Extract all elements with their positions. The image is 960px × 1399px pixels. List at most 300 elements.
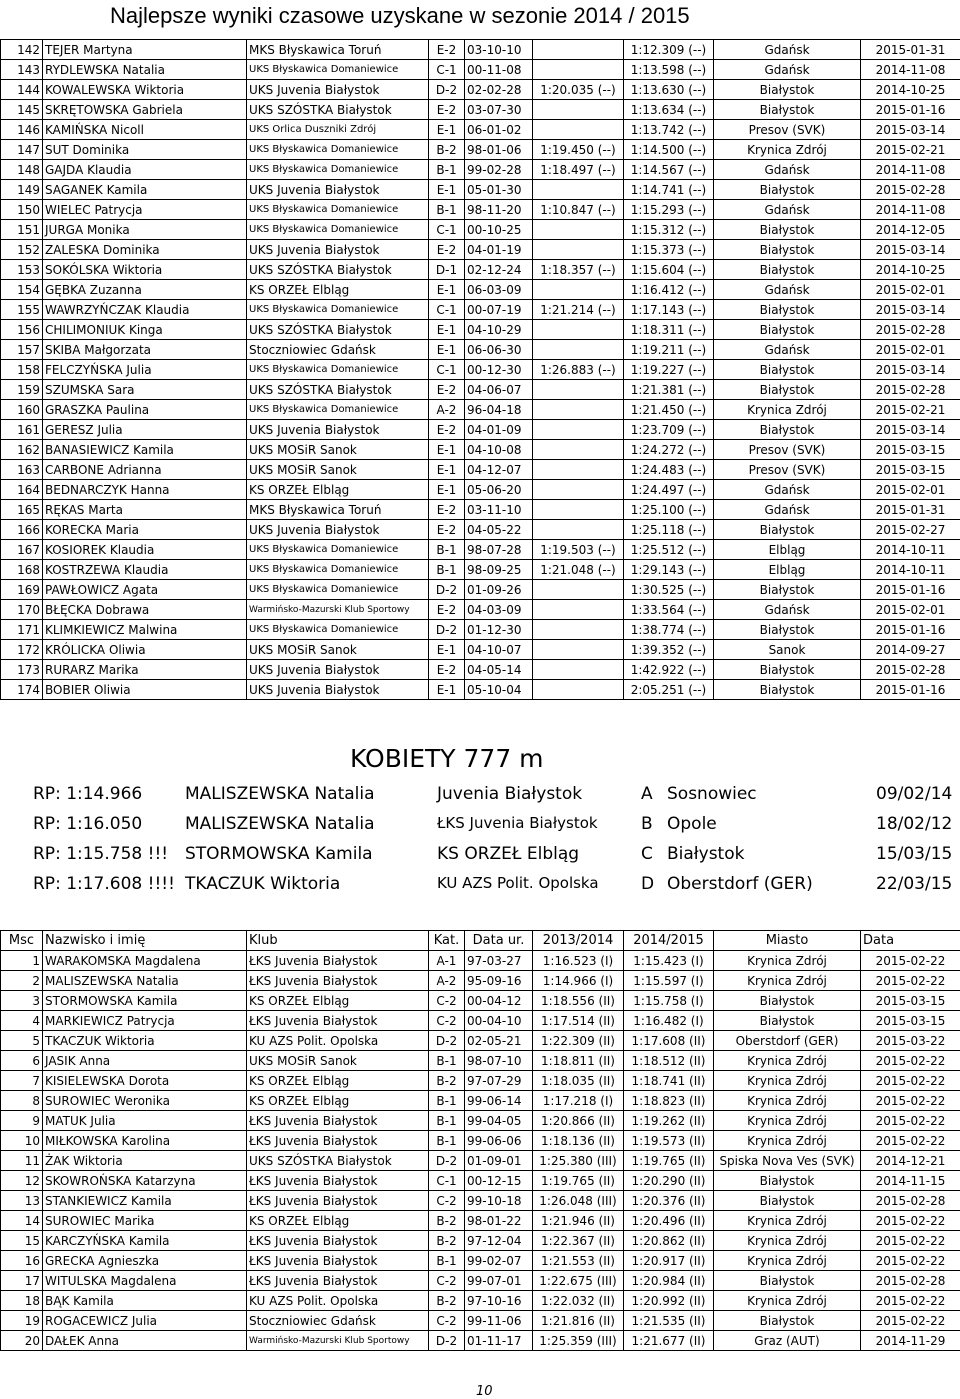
cell-time-2014-2015: 1:20.290 (II) — [624, 1171, 714, 1191]
table-row — [1, 600, 960, 620]
cell-category: B-1 — [429, 1131, 465, 1151]
cell-date: 2015-02-01 — [861, 600, 960, 620]
cell-birth-date: 98-09-25 — [465, 560, 533, 580]
cell-time-2013-2014 — [533, 120, 624, 140]
cell-place: 165 — [1, 500, 43, 520]
cell-club: KU AZS Polit. Opolska — [247, 1291, 429, 1311]
cell-category: D-2 — [429, 580, 465, 600]
cell-category: E-1 — [429, 460, 465, 480]
cell-name: GAJDA Klaudia — [43, 160, 247, 180]
cell-place: 160 — [1, 400, 43, 420]
cell-place: 16 — [1, 1251, 43, 1271]
record-cat: C — [641, 844, 653, 864]
cell-birth-date: 06-03-09 — [465, 280, 533, 300]
cell-birth-date: 96-04-18 — [465, 400, 533, 420]
cell-time-2013-2014: 1:21.946 (II) — [533, 1211, 624, 1231]
cell-place: 5 — [1, 1031, 43, 1051]
record-label: RP: 1:14.966 — [33, 784, 143, 804]
cell-birth-date: 00-12-15 — [465, 1171, 533, 1191]
cell-time-2014-2015: 1:21.535 (II) — [624, 1311, 714, 1331]
cell-place: 6 — [1, 1051, 43, 1071]
cell-category: C-1 — [429, 1171, 465, 1191]
cell-time-2013-2014: 1:10.847 (--) — [533, 200, 624, 220]
cell-time-2014-2015: 1:38.774 (--) — [624, 620, 714, 640]
cell-club: ŁKS Juvenia Białystok — [247, 1131, 429, 1151]
cell-place: 2 — [1, 971, 43, 991]
cell-time-2014-2015: 1:23.709 (--) — [624, 420, 714, 440]
cell-time-2014-2015: 1:15.373 (--) — [624, 240, 714, 260]
record-date: 18/02/12 — [876, 814, 953, 834]
cell-place: 143 — [1, 60, 43, 80]
cell-category: E-2 — [429, 520, 465, 540]
cell-category: E-2 — [429, 100, 465, 120]
cell-name: KOSTRZEWA Klaudia — [43, 560, 247, 580]
cell-place: 166 — [1, 520, 43, 540]
cell-date: 2014-12-21 — [861, 1151, 960, 1171]
table-row — [1, 80, 960, 100]
record-date: 15/03/15 — [876, 844, 953, 864]
results-table — [0, 930, 960, 1351]
cell-time-2014-2015: 1:15.293 (--) — [624, 200, 714, 220]
record-club: ŁKS Juvenia Białystok — [437, 814, 598, 832]
cell-place: 18 — [1, 1291, 43, 1311]
cell-city: Gdańsk — [714, 280, 861, 300]
record-row — [0, 840, 960, 870]
cell-time-2014-2015: 1:15.597 (I) — [624, 971, 714, 991]
cell-name: CHILIMONIUK Kinga — [43, 320, 247, 340]
cell-name: SUROWIEC Marika — [43, 1211, 247, 1231]
cell-place: 147 — [1, 140, 43, 160]
cell-city: Białystok — [714, 620, 861, 640]
cell-birth-date: 00-04-10 — [465, 1011, 533, 1031]
cell-time-2013-2014 — [533, 40, 624, 60]
cell-birth-date: 03-11-10 — [465, 500, 533, 520]
cell-name: STORMOWSKA Kamila — [43, 991, 247, 1011]
cell-time-2014-2015: 1:33.564 (--) — [624, 600, 714, 620]
cell-city: Gdańsk — [714, 600, 861, 620]
cell-time-2014-2015: 1:24.497 (--) — [624, 480, 714, 500]
cell-time-2013-2014 — [533, 680, 624, 700]
cell-time-2013-2014 — [533, 580, 624, 600]
cell-time-2013-2014: 1:19.450 (--) — [533, 140, 624, 160]
cell-time-2014-2015: 1:20.376 (II) — [624, 1191, 714, 1211]
cell-name: JURGA Monika — [43, 220, 247, 240]
record-label: RP: 1:15.758 !!! — [33, 844, 169, 864]
cell-city: Białystok — [714, 1191, 861, 1211]
cell-place: 172 — [1, 640, 43, 660]
cell-category: D-1 — [429, 260, 465, 280]
table-row — [1, 1231, 960, 1251]
cell-time-2013-2014: 1:21.214 (--) — [533, 300, 624, 320]
cell-place: 168 — [1, 560, 43, 580]
cell-place: 145 — [1, 100, 43, 120]
cell-city: Krynica Zdrój — [714, 1131, 861, 1151]
cell-birth-date: 01-09-01 — [465, 1151, 533, 1171]
cell-city: Białystok — [714, 80, 861, 100]
cell-name: GERESZ Julia — [43, 420, 247, 440]
cell-name: ROGACEWICZ Julia — [43, 1311, 247, 1331]
cell-city: Presov (SVK) — [714, 120, 861, 140]
cell-club: UKS Błyskawica Domaniewice — [247, 160, 429, 180]
cell-birth-date: 98-11-20 — [465, 200, 533, 220]
table-row — [1, 160, 960, 180]
table-row — [1, 300, 960, 320]
cell-time-2014-2015: 1:20.862 (II) — [624, 1231, 714, 1251]
cell-club: UKS MOSiR Sanok — [247, 1051, 429, 1071]
cell-time-2014-2015: 1:15.604 (--) — [624, 260, 714, 280]
cell-category: E-1 — [429, 280, 465, 300]
cell-name: SUROWIEC Weronika — [43, 1091, 247, 1111]
cell-time-2013-2014: 1:20.866 (II) — [533, 1111, 624, 1131]
cell-time-2013-2014 — [533, 240, 624, 260]
cell-category: C-2 — [429, 1011, 465, 1031]
cell-date: 2015-02-22 — [861, 1111, 960, 1131]
cell-time-2014-2015: 1:13.742 (--) — [624, 120, 714, 140]
cell-name: ZALESKA Dominika — [43, 240, 247, 260]
cell-category: E-1 — [429, 680, 465, 700]
cell-birth-date: 00-10-25 — [465, 220, 533, 240]
cell-club: KS ORZEŁ Elbląg — [247, 280, 429, 300]
cell-name: WARAKOMSKA Magdalena — [43, 951, 247, 971]
cell-time-2014-2015: 1:25.118 (--) — [624, 520, 714, 540]
cell-date: 2014-10-25 — [861, 260, 960, 280]
cell-city: Krynica Zdrój — [714, 951, 861, 971]
cell-club: UKS Błyskawica Domaniewice — [247, 540, 429, 560]
cell-club: UKS Błyskawica Domaniewice — [247, 620, 429, 640]
cell-place: 149 — [1, 180, 43, 200]
cell-time-2014-2015: 1:19.765 (II) — [624, 1151, 714, 1171]
cell-time-2013-2014 — [533, 320, 624, 340]
cell-city: Gdańsk — [714, 40, 861, 60]
cell-time-2013-2014: 1:18.035 (II) — [533, 1071, 624, 1091]
cell-time-2013-2014: 1:21.048 (--) — [533, 560, 624, 580]
cell-date: 2015-03-14 — [861, 240, 960, 260]
cell-time-2013-2014: 1:16.523 (I) — [533, 951, 624, 971]
cell-time-2014-2015: 1:15.423 (I) — [624, 951, 714, 971]
cell-club: UKS SZÓSTKA Białystok — [247, 320, 429, 340]
cell-date: 2015-03-15 — [861, 440, 960, 460]
cell-name: GRASZKA Paulina — [43, 400, 247, 420]
cell-place: 169 — [1, 580, 43, 600]
table-row — [1, 220, 960, 240]
cell-place: 157 — [1, 340, 43, 360]
cell-club: Warmińsko-Mazurski Klub Sportowy — [247, 1331, 429, 1351]
cell-name: GĘBKA Zuzanna — [43, 280, 247, 300]
cell-date: 2015-02-22 — [861, 1071, 960, 1091]
cell-date: 2015-02-01 — [861, 340, 960, 360]
cell-date: 2015-02-28 — [861, 320, 960, 340]
table-row — [1, 380, 960, 400]
cell-club: ŁKS Juvenia Białystok — [247, 1231, 429, 1251]
cell-place: 142 — [1, 40, 43, 60]
cell-birth-date: 98-07-28 — [465, 540, 533, 560]
cell-time-2014-2015: 1:16.412 (--) — [624, 280, 714, 300]
cell-birth-date: 97-10-16 — [465, 1291, 533, 1311]
cell-time-2013-2014: 1:21.553 (II) — [533, 1251, 624, 1271]
table-row — [1, 260, 960, 280]
table-row — [1, 1031, 960, 1051]
cell-place: 164 — [1, 480, 43, 500]
cell-birth-date: 99-04-05 — [465, 1111, 533, 1131]
cell-club: UKS Błyskawica Domaniewice — [247, 140, 429, 160]
cell-place: 153 — [1, 260, 43, 280]
cell-date: 2015-02-28 — [861, 660, 960, 680]
cell-birth-date: 98-07-10 — [465, 1051, 533, 1071]
cell-time-2013-2014: 1:21.816 (II) — [533, 1311, 624, 1331]
cell-city: Krynica Zdrój — [714, 140, 861, 160]
cell-time-2013-2014 — [533, 100, 624, 120]
cell-place: 151 — [1, 220, 43, 240]
record-club: Juvenia Białystok — [437, 784, 583, 804]
record-cat: D — [641, 874, 655, 894]
cell-time-2014-2015: 1:14.567 (--) — [624, 160, 714, 180]
table-row — [1, 180, 960, 200]
cell-category: D-2 — [429, 1151, 465, 1171]
cell-category: E-2 — [429, 40, 465, 60]
cell-category: B-1 — [429, 200, 465, 220]
cell-birth-date: 97-03-27 — [465, 951, 533, 971]
cell-date: 2015-02-01 — [861, 280, 960, 300]
table-row — [1, 1251, 960, 1271]
cell-date: 2014-12-05 — [861, 220, 960, 240]
cell-date: 2015-02-22 — [861, 1251, 960, 1271]
cell-city: Białystok — [714, 580, 861, 600]
cell-birth-date: 04-03-09 — [465, 600, 533, 620]
cell-category: B-1 — [429, 1251, 465, 1271]
cell-category: C-2 — [429, 1191, 465, 1211]
table-row — [1, 240, 960, 260]
cell-time-2014-2015: 1:19.573 (II) — [624, 1131, 714, 1151]
cell-date: 2014-10-11 — [861, 560, 960, 580]
cell-city: Presov (SVK) — [714, 460, 861, 480]
cell-category: C-1 — [429, 360, 465, 380]
cell-category: E-1 — [429, 340, 465, 360]
cell-club: Stoczniowiec Gdańsk — [247, 1311, 429, 1331]
cell-city: Krynica Zdrój — [714, 400, 861, 420]
cell-name: BOBIER Oliwia — [43, 680, 247, 700]
cell-time-2013-2014 — [533, 500, 624, 520]
cell-category: C-1 — [429, 60, 465, 80]
header-city: Miasto — [714, 931, 861, 951]
cell-place: 162 — [1, 440, 43, 460]
cell-place: 10 — [1, 1131, 43, 1151]
results-table-continued — [0, 39, 960, 700]
table-row — [1, 1111, 960, 1131]
cell-birth-date: 99-11-06 — [465, 1311, 533, 1331]
cell-name: KOWALEWSKA Wiktoria — [43, 80, 247, 100]
cell-time-2014-2015: 1:17.608 (II) — [624, 1031, 714, 1051]
table-row — [1, 100, 960, 120]
cell-category: A-2 — [429, 971, 465, 991]
table-row — [1, 1191, 960, 1211]
cell-time-2014-2015: 1:14.741 (--) — [624, 180, 714, 200]
table-row — [1, 1171, 960, 1191]
cell-place: 174 — [1, 680, 43, 700]
cell-time-2013-2014 — [533, 520, 624, 540]
table-row — [1, 1051, 960, 1071]
cell-birth-date: 98-01-06 — [465, 140, 533, 160]
cell-time-2014-2015: 2:05.251 (--) — [624, 680, 714, 700]
cell-birth-date: 06-06-30 — [465, 340, 533, 360]
cell-name: SKIBA Małgorzata — [43, 340, 247, 360]
table-row — [1, 1131, 960, 1151]
cell-date: 2015-02-22 — [861, 1291, 960, 1311]
cell-time-2014-2015: 1:24.272 (--) — [624, 440, 714, 460]
cell-name: MIŁKOWSKA Karolina — [43, 1131, 247, 1151]
cell-time-2014-2015: 1:25.512 (--) — [624, 540, 714, 560]
cell-date: 2015-02-22 — [861, 1211, 960, 1231]
cell-time-2013-2014: 1:18.811 (II) — [533, 1051, 624, 1071]
cell-birth-date: 04-01-09 — [465, 420, 533, 440]
cell-club: KS ORZEŁ Elbląg — [247, 1071, 429, 1091]
cell-place: 170 — [1, 600, 43, 620]
cell-time-2013-2014 — [533, 400, 624, 420]
cell-date: 2015-02-01 — [861, 480, 960, 500]
cell-birth-date: 99-07-01 — [465, 1271, 533, 1291]
cell-name: KORECKA Maria — [43, 520, 247, 540]
cell-birth-date: 05-10-04 — [465, 680, 533, 700]
cell-category: C-1 — [429, 220, 465, 240]
cell-club: UKS SZÓSTKA Białystok — [247, 1151, 429, 1171]
record-place: Sosnowiec — [667, 784, 757, 804]
table-row — [1, 40, 960, 60]
cell-name: SKRĘTOWSKA Gabriela — [43, 100, 247, 120]
cell-category: B-1 — [429, 1091, 465, 1111]
cell-category: E-1 — [429, 180, 465, 200]
header-time-2014-2015: 2014/2015 — [624, 931, 714, 951]
cell-category: E-2 — [429, 600, 465, 620]
cell-time-2013-2014: 1:20.035 (--) — [533, 80, 624, 100]
cell-time-2014-2015: 1:18.311 (--) — [624, 320, 714, 340]
cell-birth-date: 04-01-19 — [465, 240, 533, 260]
cell-club: UKS Błyskawica Domaniewice — [247, 300, 429, 320]
cell-time-2013-2014: 1:14.966 (I) — [533, 971, 624, 991]
cell-place: 11 — [1, 1151, 43, 1171]
cell-city: Gdańsk — [714, 340, 861, 360]
cell-city: Białystok — [714, 260, 861, 280]
cell-date: 2014-10-11 — [861, 540, 960, 560]
cell-date: 2015-01-16 — [861, 620, 960, 640]
cell-place: 13 — [1, 1191, 43, 1211]
table-row — [1, 560, 960, 580]
cell-club: UKS Błyskawica Domaniewice — [247, 360, 429, 380]
table-row — [1, 1271, 960, 1291]
cell-birth-date: 05-01-30 — [465, 180, 533, 200]
cell-time-2014-2015: 1:24.483 (--) — [624, 460, 714, 480]
cell-place: 12 — [1, 1171, 43, 1191]
cell-place: 17 — [1, 1271, 43, 1291]
table-row — [1, 640, 960, 660]
cell-city: Sanok — [714, 640, 861, 660]
cell-place: 15 — [1, 1231, 43, 1251]
cell-city: Krynica Zdrój — [714, 1071, 861, 1091]
cell-birth-date: 04-10-29 — [465, 320, 533, 340]
cell-city: Białystok — [714, 100, 861, 120]
cell-time-2014-2015: 1:19.227 (--) — [624, 360, 714, 380]
cell-city: Białystok — [714, 1171, 861, 1191]
cell-date: 2014-09-27 — [861, 640, 960, 660]
cell-birth-date: 04-05-22 — [465, 520, 533, 540]
table-row — [1, 400, 960, 420]
header-name: Nazwisko i imię — [43, 931, 247, 951]
cell-time-2013-2014 — [533, 620, 624, 640]
cell-name: RYDLEWSKA Natalia — [43, 60, 247, 80]
cell-birth-date: 02-05-21 — [465, 1031, 533, 1051]
cell-name: BĄK Kamila — [43, 1291, 247, 1311]
cell-birth-date: 03-07-30 — [465, 100, 533, 120]
page-title-text: Najlepsze wyniki czasowe uzyskane w sezonie 2014 / 2015 — [110, 3, 690, 28]
cell-name: KRÓLICKA Oliwia — [43, 640, 247, 660]
cell-city: Krynica Zdrój — [714, 1051, 861, 1071]
cell-name: WAWRZYŃCZAK Klaudia — [43, 300, 247, 320]
cell-birth-date: 97-07-29 — [465, 1071, 533, 1091]
cell-date: 2015-01-16 — [861, 100, 960, 120]
cell-birth-date: 98-01-22 — [465, 1211, 533, 1231]
cell-name: BANASIEWICZ Kamila — [43, 440, 247, 460]
cell-category: E-1 — [429, 480, 465, 500]
cell-date: 2015-02-22 — [861, 1231, 960, 1251]
cell-date: 2015-02-28 — [861, 1191, 960, 1211]
cell-place: 19 — [1, 1311, 43, 1331]
cell-category: E-2 — [429, 420, 465, 440]
cell-date: 2015-03-15 — [861, 991, 960, 1011]
cell-category: C-1 — [429, 300, 465, 320]
record-date: 09/02/14 — [876, 784, 953, 804]
cell-time-2014-2015: 1:15.312 (--) — [624, 220, 714, 240]
cell-date: 2015-02-28 — [861, 180, 960, 200]
cell-category: B-2 — [429, 140, 465, 160]
cell-city: Białystok — [714, 360, 861, 380]
cell-name: SAGANEK Kamila — [43, 180, 247, 200]
cell-name: SUT Dominika — [43, 140, 247, 160]
cell-date: 2015-03-22 — [861, 1031, 960, 1051]
cell-time-2013-2014: 1:22.309 (II) — [533, 1031, 624, 1051]
cell-time-2013-2014 — [533, 340, 624, 360]
cell-city: Krynica Zdrój — [714, 1291, 861, 1311]
cell-category: E-2 — [429, 380, 465, 400]
cell-date: 2015-02-28 — [861, 1271, 960, 1291]
cell-place: 163 — [1, 460, 43, 480]
cell-time-2014-2015: 1:18.741 (II) — [624, 1071, 714, 1091]
cell-time-2014-2015: 1:18.512 (II) — [624, 1051, 714, 1071]
cell-date: 2015-01-31 — [861, 500, 960, 520]
page-number: 10 — [476, 1384, 493, 1399]
cell-date: 2015-02-22 — [861, 971, 960, 991]
cell-birth-date: 04-12-07 — [465, 460, 533, 480]
cell-city: Białystok — [714, 1311, 861, 1331]
cell-birth-date: 00-12-30 — [465, 360, 533, 380]
cell-name: STANKIEWICZ Kamila — [43, 1191, 247, 1211]
cell-category: C-2 — [429, 1311, 465, 1331]
cell-time-2013-2014: 1:17.514 (II) — [533, 1011, 624, 1031]
cell-time-2013-2014: 1:26.883 (--) — [533, 360, 624, 380]
cell-city: Białystok — [714, 220, 861, 240]
table-row — [1, 420, 960, 440]
cell-time-2014-2015: 1:15.758 (I) — [624, 991, 714, 1011]
cell-place: 159 — [1, 380, 43, 400]
table-row — [1, 140, 960, 160]
cell-time-2013-2014: 1:25.359 (III) — [533, 1331, 624, 1351]
cell-city: Białystok — [714, 1011, 861, 1031]
cell-name: GRECKA Agnieszka — [43, 1251, 247, 1271]
cell-place: 158 — [1, 360, 43, 380]
cell-time-2013-2014 — [533, 480, 624, 500]
table-row — [1, 460, 960, 480]
cell-city: Białystok — [714, 660, 861, 680]
record-date: 22/03/15 — [876, 874, 953, 894]
cell-name: RĘKAS Marta — [43, 500, 247, 520]
cell-club: UKS Błyskawica Domaniewice — [247, 200, 429, 220]
